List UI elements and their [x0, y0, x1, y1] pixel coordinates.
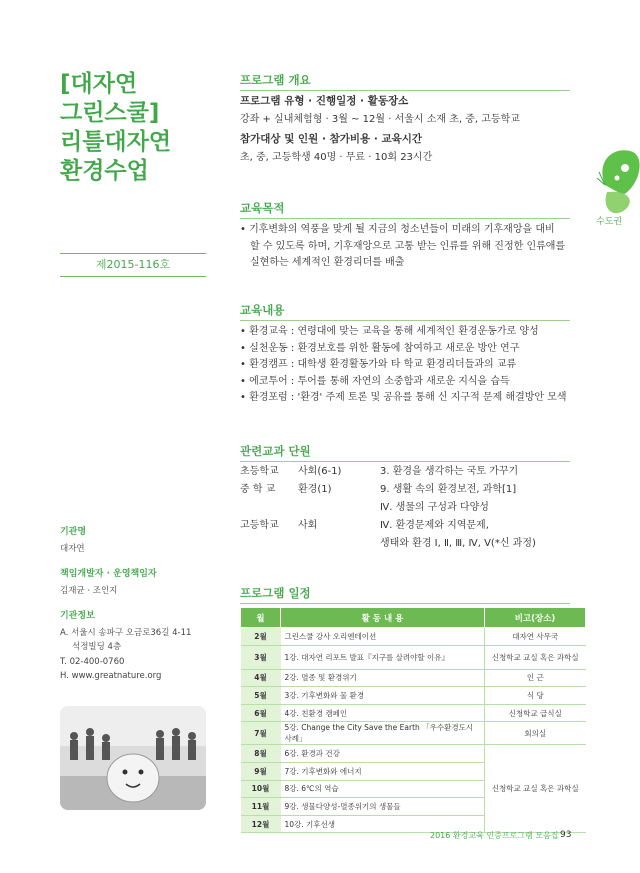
school-level [240, 535, 298, 553]
activity-cell: 4강. 친환경 캠페인 [281, 704, 485, 722]
program-title [60, 70, 230, 186]
related-table [240, 463, 536, 553]
region-tag: 수도권 [596, 217, 623, 227]
activity-cell: 8강. 6℃의 역습 [281, 780, 485, 798]
table-row [241, 704, 586, 722]
month-cell: 5월 [241, 687, 281, 705]
title-line: 리틀대자연 [60, 129, 172, 155]
purpose-line: 실현하는 세계적인 환경리더를 배출 [250, 257, 405, 268]
section-divider [240, 603, 570, 604]
unit: Ⅳ. 환경문제와 지역문제, [380, 520, 489, 531]
program-code-box [60, 253, 206, 277]
list-item: • 환경캠프 : 대학생 환경활동가와 타 학교 환경리더들과의 교류 [240, 359, 517, 370]
month-cell: 7월 [241, 722, 281, 745]
column-header: 비고(장소) [485, 608, 586, 628]
month-cell: 12월 [241, 815, 281, 833]
address-line-2: 석정빌딩 4층 [72, 642, 122, 652]
staff-value: 김재균 · 조인지 [60, 586, 118, 596]
overview-target-value: 초, 중, 고등학생 40명 · 무료 · 10회 23시간 [240, 152, 433, 163]
unit: 생태와 환경 Ⅰ, Ⅱ, Ⅲ, Ⅳ, Ⅴ(*신 과정) [380, 538, 536, 549]
table-row [241, 722, 586, 745]
group-photo [60, 706, 206, 810]
group-photo-image [60, 706, 206, 810]
note-cell: 인 근 [485, 669, 586, 687]
school-level: 고등학교 [240, 520, 279, 531]
section-divider [240, 320, 570, 321]
school-level: 중 학 교 [240, 484, 276, 495]
activity-cell: 10강. 기후선생 [281, 815, 485, 833]
activity-cell: 6강. 환경과 건강 [281, 745, 485, 763]
org-value: 대자연 [60, 544, 85, 554]
table-row [241, 745, 586, 763]
school-level: 초등학교 [240, 466, 279, 477]
footer-text: 2016 환경교육 인증프로그램 모음집 [430, 831, 559, 840]
activity-cell: 그린스쿨 강사 오리엔테이션 [281, 628, 485, 646]
list-item: • 환경교육 : 연령대에 맞는 교육을 통해 세계적인 환경운동가로 양성 [240, 326, 539, 337]
month-cell: 11월 [241, 798, 281, 816]
info-label: 기관정보 [60, 611, 95, 621]
table-row [240, 517, 536, 535]
schedule-table [240, 607, 586, 833]
note-cell: 대자연 사무국 [485, 628, 586, 646]
purpose-line: 할 수 있도록 하며, 기후재앙으로 고통 받는 인류를 위해 진정한 인류애를 [250, 240, 566, 252]
overview-heading: 프로그램 개요 [240, 73, 311, 87]
page-number: 93 [560, 830, 572, 840]
table-row [240, 499, 536, 517]
table-row [241, 669, 586, 687]
contents-heading: 교육내용 [240, 303, 285, 317]
table-header-row [241, 608, 586, 628]
table-row [240, 535, 536, 553]
table-row [241, 628, 586, 646]
activity-cell: 9강. 생물다양성-멸종위기의 생물들 [281, 798, 485, 816]
section-divider [240, 218, 570, 219]
note-cell: 신청학교 급식실 [485, 704, 586, 722]
section-divider [240, 90, 570, 91]
activity-cell: 7강. 기후변화와 에너지 [281, 762, 485, 780]
title-line: 환경수업 [60, 158, 149, 184]
purpose-line: • 기후변화의 역풍을 맞게 될 지금의 청소년들이 미래의 기후재앙을 대비 [240, 224, 555, 235]
note-cell: 신청학교 교실 혹은 과학실 [485, 645, 586, 669]
overview-type-value: 강좌 + 실내체험형 · 3월 ~ 12월 · 서울시 소재 초, 중, 고등학교 [240, 114, 520, 125]
homepage-link[interactable]: H. www.greatnature.org [60, 671, 162, 681]
unit: 3. 환경을 생각하는 국토 가꾸기 [380, 466, 519, 477]
month-cell: 6월 [241, 704, 281, 722]
list-item: • 환경포럼 : '환경' 주제 토론 및 공유를 통해 신 지구적 문제 해결방안 모색 [240, 392, 567, 403]
table-row [241, 645, 586, 669]
table-row [240, 463, 536, 481]
subject: 환경(1) [298, 484, 332, 495]
column-header: 활 동 내 용 [281, 608, 485, 628]
unit: Ⅳ. 생물의 구성과 다양성 [380, 502, 489, 513]
list-item: • 실천운동 : 환경보호를 위한 활동에 참여하고 새로운 방안 연구 [240, 342, 520, 354]
title-line: [대자연 [60, 71, 138, 97]
title-line: 그린스쿨] [60, 100, 160, 126]
section-divider [240, 461, 570, 462]
activity-cell: 3강. 기후변화와 물 환경 [281, 687, 485, 705]
month-cell: 8월 [241, 745, 281, 763]
unit: 9. 생활 속의 환경보전, 과학[1] [380, 484, 517, 495]
purpose-text [240, 222, 565, 272]
address-line-1: A. 서울시 송파구 오금로36길 4-11 [60, 628, 192, 638]
note-cell: 식 당 [485, 687, 586, 705]
column-header: 월 [241, 608, 281, 628]
purpose-heading: 교육목적 [240, 201, 285, 215]
phone: T. 02-400-0760 [60, 657, 125, 667]
month-cell: 4월 [241, 669, 281, 687]
related-heading: 관련교과 단원 [240, 444, 311, 458]
contents-list [240, 324, 567, 407]
overview-type-label: 프로그램 유형 · 진행일정 · 활동장소 [240, 95, 409, 107]
month-cell: 2월 [241, 628, 281, 646]
school-level [240, 499, 298, 517]
org-label: 기관명 [60, 527, 87, 537]
month-cell: 3월 [241, 645, 281, 669]
list-item: • 에코투어 : 투어를 통해 자연의 소중함과 새로운 지식을 습득 [240, 375, 510, 387]
staff-label: 책임개발자 · 운영책임자 [60, 569, 157, 579]
subject: 사회 [298, 520, 318, 531]
subject [298, 499, 380, 517]
month-cell: 9월 [241, 762, 281, 780]
program-code: 제2015-116호 [95, 258, 171, 271]
schedule-heading: 프로그램 일정 [240, 586, 311, 600]
subject: 사회(6-1) [298, 466, 342, 477]
activity-cell: 5강. Change the City Save the Earth 「우수환경도시 사례」 [281, 722, 485, 745]
overview-target-label: 참가대상 및 인원 · 참가비용 · 교육시간 [240, 133, 423, 145]
activity-cell: 2강. 멸종 및 환경위기 [281, 669, 485, 687]
subject [298, 535, 380, 553]
note-cell: 신청학교 교실 혹은 과학실 [485, 745, 586, 833]
table-row [240, 481, 536, 499]
note-cell: 회의실 [485, 722, 586, 745]
month-cell: 10월 [241, 780, 281, 798]
table-row [241, 687, 586, 705]
activity-cell: 1강. 대자연 리포트 발표『지구를 살려야할 이유』 [281, 645, 485, 669]
